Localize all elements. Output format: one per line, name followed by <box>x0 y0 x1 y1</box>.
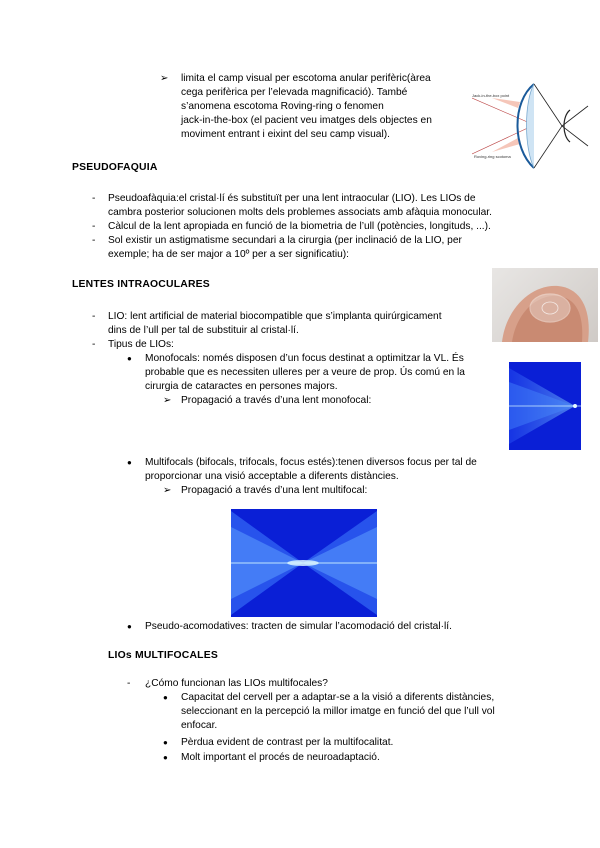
bullet-marker: ● <box>127 622 132 631</box>
arrow-marker: ➢ <box>163 485 172 496</box>
monofocals-text: Monofocals: només disposen d’un focus destinat a optimitzar la VL. És <box>145 353 464 364</box>
lios-bullet-text: enfocar. <box>181 720 218 731</box>
pseudofaquia-item: Pseudoafàquia:el cristal·lí és substituït per una lent intraocular (LIO). Les LIOs de <box>108 193 476 204</box>
dash-marker: - <box>92 339 96 350</box>
dash-marker: - <box>92 311 96 322</box>
bullet-marker: ● <box>163 738 168 747</box>
pseudofaquia-item: exemple; ha de ser major a 10º per a ser significatiu): <box>108 249 349 260</box>
intro-line: s’anomena escotoma Roving-ring o fenomen <box>181 101 384 112</box>
heading-pseudofaquia: PSEUDOFAQUIA <box>72 162 158 173</box>
eye-label-top: Jack-in-the-box point <box>472 93 510 98</box>
bullet-marker: ● <box>127 354 132 363</box>
lios-bullet-text: Pèrdua evident de contrast per la multifocalitat. <box>181 737 394 748</box>
monofocals-text: cirurgia de cataractes en persones majors. <box>145 381 338 392</box>
arrow-marker: ➢ <box>163 395 172 406</box>
arrow-marker: ➢ <box>160 73 169 84</box>
intro-line: jack-in-the-box (el pacient veu imatges dels objectes en <box>181 115 432 126</box>
heading-lios-multifocales: LIOs MULTIFOCALES <box>108 650 218 661</box>
lio-finger-photo <box>492 268 598 342</box>
bullet-marker: ● <box>127 458 132 467</box>
dash-marker: - <box>92 221 96 232</box>
pseudofaquia-item: Càlcul de la lent apropiada en funció de la biometria de l’ull (potències, longituds, ...). <box>108 221 491 232</box>
bullet-marker: ● <box>163 753 168 762</box>
heading-lentes-intraoculares: LENTES INTRAOCULARES <box>72 279 210 290</box>
monofocal-propagation-image <box>509 362 581 450</box>
pseudofaquia-item: Sol existir un astigmatisme secundari a la cirurgia (per inclinació de la LIO, per <box>108 235 462 246</box>
lios-question: ¿Cómo funcionan las LIOs multifocales? <box>145 678 328 689</box>
dash-marker: - <box>92 193 96 204</box>
lios-bullet-text: Capacitat del cervell per a adaptar-se a la visió a diferents distàncies, <box>181 692 495 703</box>
propagacio-multifocal: Propagació a través d’una lent multifocal: <box>181 485 368 496</box>
multifocals-text: Multifocals (bifocals, trifocals, focus estés):tenen diversos focus per tal de <box>145 457 477 468</box>
multifocal-propagation-image <box>231 509 377 617</box>
intro-line: limita el camp visual per escotoma anular perifèric(àrea <box>181 73 431 84</box>
monofocals-text: probable que es necessiten ulleres per a veure de prop. Ús comú en la <box>145 367 465 378</box>
pseudofaquia-item: cambra posterior solucionen molts dels problemes associats amb afàquia monocular. <box>108 207 492 218</box>
lio-definition: LIO: lent artificial de material biocompatible que s’implanta quirúrgicament <box>108 311 442 322</box>
tipus-label: Tipus de LIOs: <box>108 339 174 350</box>
bullet-marker: ● <box>163 693 168 702</box>
lio-definition: dins de l’ull per tal de substituir al cristal·lí. <box>108 325 299 336</box>
lios-bullet-text: seleccionant en la percepció la millor imatge en funció del que l’ull vol <box>181 706 495 717</box>
eye-label-bottom: Roving-ring scotoma <box>474 154 511 159</box>
dash-marker: - <box>92 235 96 246</box>
dash-marker: - <box>127 678 131 689</box>
lios-bullet-text: Molt important el procés de neuroadaptació. <box>181 752 380 763</box>
pseudo-acomodatives-text: Pseudo-acomodatives: tracten de simular l’acomodació del cristal·lí. <box>145 621 452 632</box>
propagacio-monofocal: Propagació a través d’una lent monofocal: <box>181 395 372 406</box>
intro-line: cega perifèrica per l’elevada magnificació). També <box>181 87 408 98</box>
intro-line: moviment entrant i eixint del seu camp visual). <box>181 129 390 140</box>
eye-lens-diagram <box>472 72 590 178</box>
multifocals-text: proporcionar una visió acceptable a diferents distàncies. <box>145 471 399 482</box>
